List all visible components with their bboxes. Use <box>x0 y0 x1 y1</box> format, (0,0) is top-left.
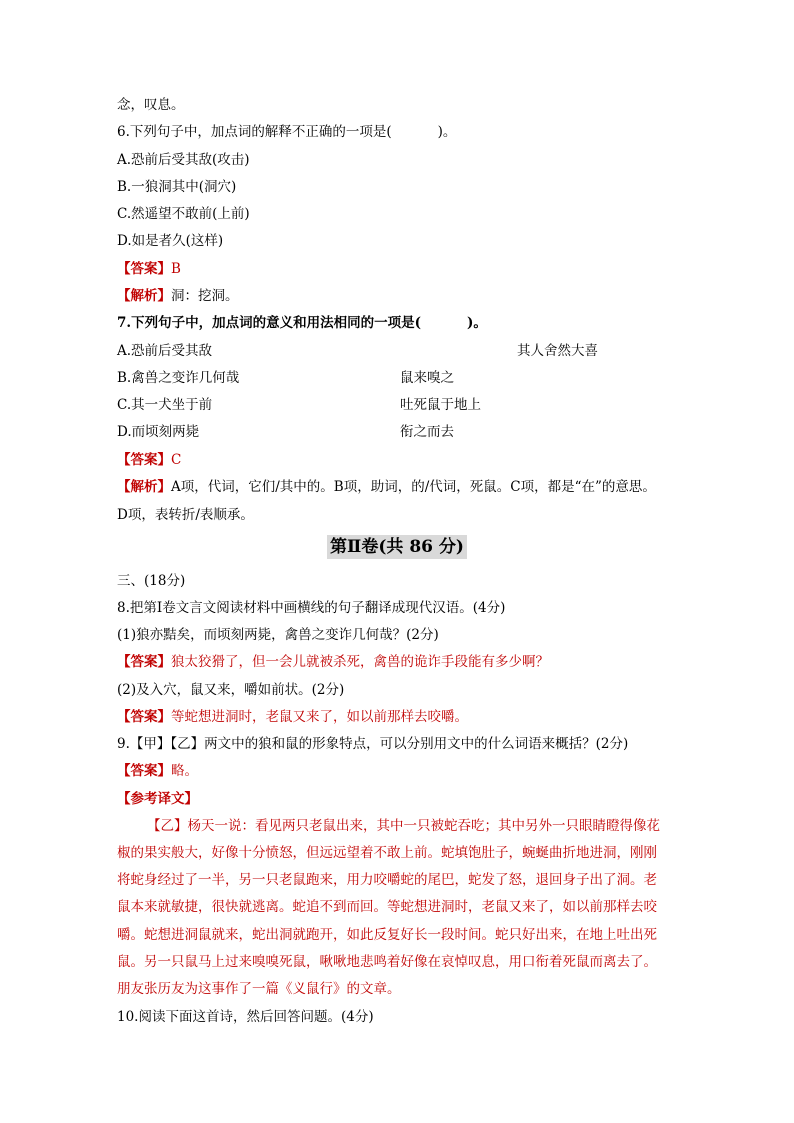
option-right: 其人舍然大喜 <box>517 343 598 359</box>
option-right: 鼠来嗅之 <box>400 370 454 386</box>
explanation-line <box>117 287 239 305</box>
option-c: C.然遥望不敢前(上前) <box>117 206 250 222</box>
answer-line <box>117 451 181 469</box>
option-d: D.如是者久(这样) <box>117 233 224 249</box>
option-left: B.禽兽之变诈几何哉 <box>117 370 240 386</box>
option-right: 吐死鼠于地上 <box>400 397 481 413</box>
option-a <box>117 342 677 360</box>
question-text-end: )。 <box>437 124 457 140</box>
question-text: 6.下列句子中，加点词的解释不正确的一项是( <box>117 124 392 140</box>
answer-value: 略。 <box>171 763 198 779</box>
explanation-label: 【解析】 <box>117 479 171 495</box>
question-7 <box>117 314 487 332</box>
option-right: 衔之而去 <box>400 424 454 440</box>
translation-line: 【乙】杨天一说：看见两只老鼠出来，其中一只被蛇吞吃；其中另外一只眼睛瞪得像花 <box>147 818 660 834</box>
translation-line: 将蛇身经过了一半，另一只老鼠跑来，用力咬嚼蛇的尾巴，蛇发了怒，退回身子出了洞。老 <box>117 872 657 888</box>
option-b <box>117 369 677 387</box>
answer-label: 【答案】 <box>117 654 171 670</box>
answer-value: B <box>171 261 181 277</box>
question-text-end: )。 <box>466 315 487 331</box>
answer-value: C <box>171 452 182 468</box>
explanation-line <box>117 478 656 496</box>
explanation-continued: D项，表转折/表顺承。 <box>117 507 254 523</box>
section-heading: 三、(18分) <box>117 573 186 589</box>
answer-value: 等蛇想进洞时，老鼠又来了，如以前那样去咬嚼。 <box>171 709 468 725</box>
translation-line: 嚼。蛇想进洞鼠就来，蛇出洞就跑开，如此反复好长一段时间。蛇只好出来，在地上吐出死 <box>117 927 657 943</box>
reference-translation-label: 【参考译文】 <box>117 791 198 807</box>
option-d <box>117 423 677 441</box>
sub-question: (1)狼亦黠矣，而顷刻两毙，禽兽之变诈几何哉？(2分) <box>117 627 439 643</box>
translation-line: 朋友张历友为这事作了一篇《义鼠行》的文章。 <box>117 981 401 997</box>
answer-label: 【答案】 <box>117 709 171 725</box>
section-title <box>0 535 794 559</box>
explanation-text: A项，代词，它们/其中的。B项，助词，的/代词，死鼠。C项，都是“在”的意思。 <box>171 479 656 495</box>
translation-line: 椒的果实般大，好像十分愤怒，但远远望着不敢上前。蛇填饱肚子，蜿蜒曲折地进洞，刚刚 <box>117 845 657 861</box>
answer-value: 狼太狡猾了，但一会儿就被杀死，禽兽的诡诈手段能有多少啊？ <box>171 654 549 670</box>
answer-line <box>117 260 181 278</box>
translation-line: 鼠本来就敏捷，很快就逃离。蛇追不到而回。等蛇想进洞时，老鼠又来了，如以前那样去咬 <box>117 899 657 915</box>
question-text: 7.下列句子中，加点词的意义和用法相同的一项是( <box>117 315 421 331</box>
question-10: 10.阅读下面这首诗，然后回答问题。(4分) <box>117 1009 374 1025</box>
explanation-text: 洞：挖洞。 <box>171 288 239 304</box>
question-6 <box>117 123 456 141</box>
option-left: C.其一犬坐于前 <box>117 397 213 413</box>
answer-label: 【答案】 <box>117 452 171 468</box>
option-b: B.一狼洞其中(洞穴) <box>117 179 237 195</box>
answer-line <box>117 762 198 780</box>
answer-label: 【答案】 <box>117 261 171 277</box>
explanation-label: 【解析】 <box>117 288 171 304</box>
option-a: A.恐前后受其敌(攻击) <box>117 152 250 168</box>
answer-line <box>117 653 549 671</box>
answer-label: 【答案】 <box>117 763 171 779</box>
answer-line <box>117 708 468 726</box>
option-c <box>117 396 677 414</box>
option-left: D.而顷刻两毙 <box>117 424 200 440</box>
section-title-text: 第Ⅱ卷(共 86 分) <box>327 535 467 559</box>
sub-question: (2)及入穴，鼠又来，嚼如前状。(2分) <box>117 682 345 698</box>
question-8: 8.把第Ⅰ卷文言文阅读材料中画横线的句子翻译成现代汉语。(4分) <box>117 600 506 616</box>
question-9: 9.【甲】【乙】两文中的狼和鼠的形象特点，可以分别用文中的什么词语来概括？(2分) <box>117 736 629 752</box>
translation-line: 鼠。另一只鼠马上过来嗅嗅死鼠，啾啾地悲鸣着好像在哀悼叹息，用口衔着死鼠而离去了。 <box>117 954 657 970</box>
option-left: A.恐前后受其敌 <box>117 343 213 359</box>
text-line: 念，叹息。 <box>117 97 185 113</box>
